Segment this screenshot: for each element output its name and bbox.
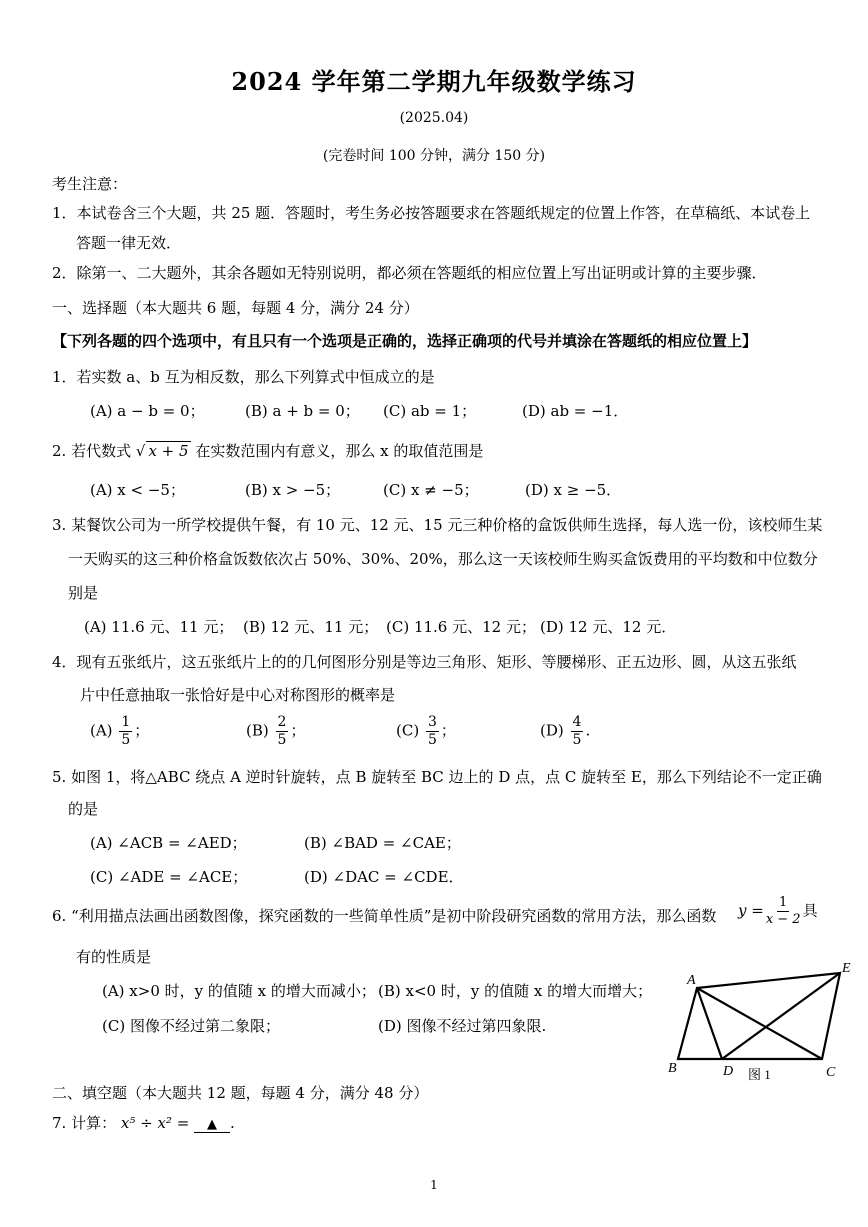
- notice-item-2: 2．除第一、二大题外，其余各题如无特别说明，都必须在答题纸的相应位置上写出证明或计算的主要步骤．: [52, 264, 767, 282]
- figure-caption: 图 1: [748, 1067, 771, 1082]
- question-2-stem-pre: 2. 若代数式: [52, 442, 132, 460]
- question-1-option-c: (C) ab = 1；: [383, 402, 477, 420]
- question-4-line-1: 4．现有五张纸片，这五张纸片上的的几何图形分别是等边三角形、矩形、等腰梯形、正五边形、圆，从这五张纸: [52, 653, 797, 671]
- figure-1-diagram: [660, 958, 860, 1088]
- question-4-line-2: 片中任意抽取一张恰好是中心对称图形的概率是: [80, 686, 396, 704]
- page-number: 1: [430, 1178, 438, 1192]
- question-1-option-b: (B) a + b = 0；: [245, 402, 360, 420]
- question-6-function: y = $\frac{1}{x - 2}$ 具: [738, 895, 818, 927]
- question-6-option-c: (C) 图像不经过第二象限；: [102, 1017, 280, 1035]
- question-6-option-a: (A) x>0 时，y 的值随 x 的增大而减小；: [102, 982, 376, 1000]
- question-3-line-3: 别是: [68, 584, 99, 602]
- question-5-option-d: (D) ∠DAC = ∠CDE．: [304, 868, 464, 886]
- question-4-option-b: (B) $\frac{2}{5}$ ；: [246, 714, 306, 748]
- question-1-option-a: (A) a − b = 0；: [90, 402, 205, 420]
- label-e: E: [842, 961, 851, 976]
- question-7: 7. 计算： x⁵ ÷ x² = ▲ .: [52, 1114, 235, 1132]
- section-2-heading: 二、填空题（本大题共 12 题，每题 4 分，满分 48 分）: [52, 1084, 429, 1102]
- notice-item-1: 1．本试卷含三个大题，共 25 题．答题时，考生务必按答题要求在答题纸规定的位置上作答，在草稿纸、本试卷上: [52, 204, 811, 222]
- answer-blank: ▲: [194, 1118, 230, 1133]
- section-1-heading: 一、选择题（本大题共 6 题，每题 4 分，满分 24 分）: [52, 299, 419, 317]
- question-2-option-d: (D) x ≥ −5．: [525, 481, 622, 499]
- section-1-instruction: 【下列各题的四个选项中，有且只有一个选项是正确的，选择正确项的代号并填涂在答题纸的相应位置上】: [52, 332, 758, 350]
- radicand: x + 5: [148, 442, 189, 460]
- question-2-option-c: (C) x ≠ −5；: [383, 481, 479, 499]
- label-b: B: [668, 1061, 677, 1076]
- exam-date: (2025.04): [399, 110, 469, 126]
- question-2-stem-post: 在实数范围内有意义，那么 x 的取值范围是: [195, 442, 484, 460]
- question-2-option-b: (B) x > −5；: [245, 481, 341, 499]
- question-4-option-c: (C) $\frac{3}{5}$ ；: [396, 714, 456, 748]
- sqrt-expression: √ x + 5: [135, 442, 189, 460]
- question-7-expression: x⁵ ÷ x² =: [120, 1114, 190, 1132]
- question-3-line-2: 一天购买的这三种价格盒饭数依次占 50%、30%、20%，那么这一天该校师生购买盒饭费用的平均数和中位数分: [68, 550, 818, 568]
- question-1-stem: 1．若实数 a、b 互为相反数，那么下列算式中恒成立的是: [52, 368, 435, 386]
- question-5-option-a: (A) ∠ACB = ∠AED；: [90, 834, 247, 852]
- label-c: C: [826, 1065, 836, 1080]
- question-2-stem: [52, 440, 483, 461]
- segment-ad: [697, 988, 722, 1059]
- label-a: A: [687, 973, 696, 988]
- question-5-option-c: (C) ∠ADE = ∠ACE；: [90, 868, 248, 886]
- question-3-option-a: (A) 11.6 元、11 元；: [84, 618, 234, 636]
- notice-item-1-cont: 答题一律无效．: [76, 234, 182, 252]
- question-5-line-1: 5. 如图 1，将△ABC 绕点 A 逆时针旋转，点 B 旋转至 BC 边上的 D 点，点 C 旋转至 E，那么下列结论不一定正确: [52, 768, 822, 786]
- page-title: 2024 学年第二学期九年级数学练习: [231, 67, 637, 96]
- notice-heading: 考生注意：: [52, 175, 128, 193]
- question-6-option-b: (B) x<0 时，y 的值随 x 的增大而增大；: [378, 982, 653, 1000]
- segment-de: [722, 973, 840, 1059]
- question-1-option-d: (D) ab = −1．: [522, 402, 629, 420]
- question-6-line-2: 有的性质是: [76, 948, 152, 966]
- question-6-option-d: (D) 图像不经过第四象限.: [378, 1017, 547, 1035]
- question-3-option-d: (D) 12 元、12 元．: [540, 618, 677, 636]
- question-2-option-a: (A) x < −5；: [90, 481, 185, 499]
- question-4-option-d: (D) $\frac{4}{5}$ .: [540, 714, 591, 748]
- question-5-option-b: (B) ∠BAD = ∠CAE；: [304, 834, 461, 852]
- figure-outline: [678, 973, 840, 1059]
- question-3-option-c: (C) 11.6 元、12 元；: [386, 618, 536, 636]
- question-5-line-2: 的是: [68, 800, 99, 818]
- question-7-stem: 7. 计算：: [52, 1114, 117, 1132]
- exam-time-info: (完卷时间 100 分钟，满分 150 分): [322, 148, 546, 164]
- question-3-line-1: 3. 某餐饮公司为一所学校提供午餐，有 10 元、12 元、15 元三种价格的盒饭供师生选择，每人选一份，该校师生某: [52, 516, 823, 534]
- question-6-line-1: 6. “利用描点法画出函数图像，探究函数的一些简单性质”是初中阶段研究函数的常用方法，那么函数: [52, 907, 717, 925]
- label-d: D: [723, 1064, 734, 1079]
- question-3-option-b: (B) 12 元、11 元；: [243, 618, 379, 636]
- question-4-option-a: (A) $\frac{1}{5}$ ；: [90, 714, 150, 748]
